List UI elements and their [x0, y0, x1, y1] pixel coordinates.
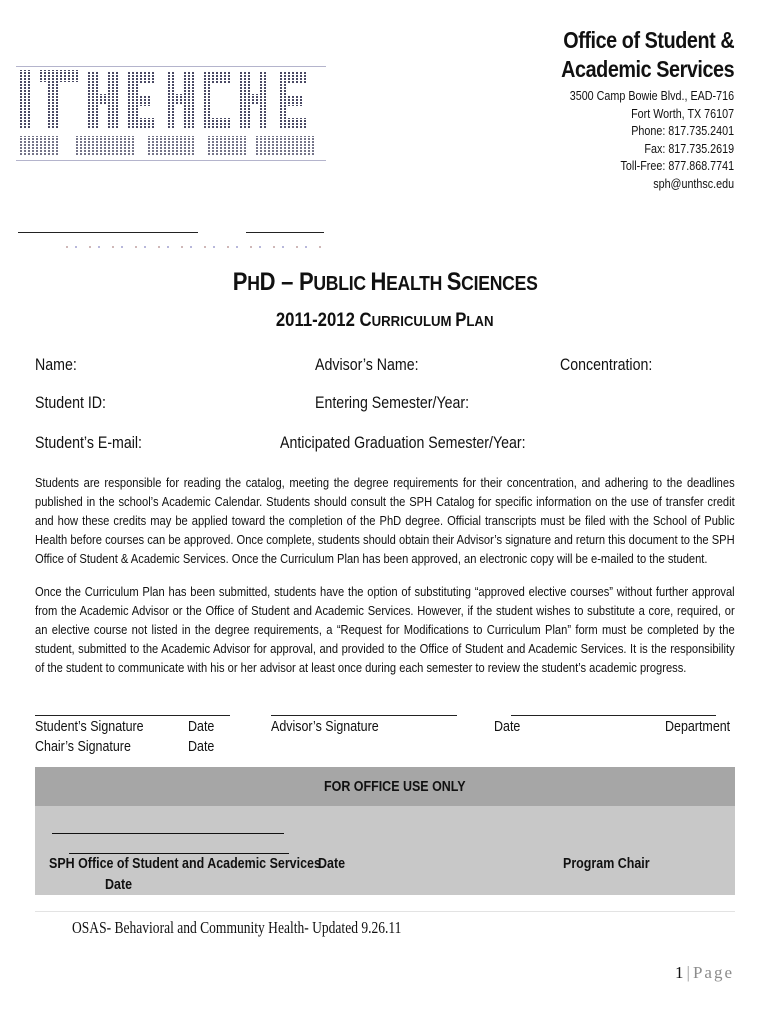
page-separator: | — [686, 963, 690, 982]
advisor-date-label: Date — [494, 719, 521, 735]
fax-number: Fax: 817.735.2619 — [644, 141, 734, 156]
student-id-label: Student ID: — [35, 394, 107, 412]
student-signature-label: Student’s Signature — [35, 719, 144, 735]
page-word: Page — [692, 963, 734, 982]
advisor-signature-line[interactable] — [271, 715, 457, 716]
tollfree-number: Toll-Free: 877.868.7741 — [620, 159, 734, 174]
office-date-label: Date — [318, 856, 346, 872]
name-label: Name: — [35, 356, 77, 374]
department-label: Department — [665, 719, 731, 735]
page-number — [675, 963, 734, 983]
chair-date-label: Date — [188, 739, 215, 755]
instructions-paragraph-1: Students are responsible for reading the catalog, meeting the degree requirements for their concentration, and adhering to the deadlines published in the school’s Academic Calendar. Students should consult the SPH Catalog for specific information on the use of transfer credit and how these credits may be applied toward the completion of the PhD degree. Official transcripts must be filed with the School of Public Health before courses can be approved. Once complete, students should obtain their Advisor’s signature and return this document to the SPH Office of Student & Academic Services. Once the Curriculum Plan has been approved, an electronic copy will be e-mailed to the student. — [35, 475, 735, 566]
student-date-label: Date — [188, 719, 215, 735]
header-rule-right — [246, 232, 324, 233]
instructions-paragraph-2: Once the Curriculum Plan has been submitted, students have the option of substituting “approved elective courses” without further approval from the Academic Advisor or the Office of Student and Academic Services. However, if the student wishes to substitute a core, required, or an elective course not listed in the degree requirements, a “Request for Modifications to Curriculum Plan” form must be completed by the student, submitted to the Academic Advisor for approval, and provided to the Office of Student and Academic Services. It is the responsibility of the student to communicate with his or her advisor at least once during each semester to review the student’s academic progress. — [35, 584, 735, 675]
advisor-signature-label: Advisor’s Signature — [271, 719, 379, 735]
program-chair-label: Program Chair — [563, 856, 650, 872]
footer-divider — [35, 911, 735, 912]
sph-office-label: SPH Office of Student and Academic Services — [49, 856, 321, 872]
chair-signature-label: Chair’s Signature — [35, 739, 131, 755]
office-signature-line[interactable] — [52, 833, 284, 834]
page-title: PHD – PUBLIC HEALTH SCIENCES — [232, 268, 538, 296]
concentration-label: Concentration: — [560, 356, 653, 374]
office-name — [561, 26, 734, 84]
department-signature-line[interactable] — [511, 715, 716, 716]
city-address: Fort Worth, TX 76107 — [631, 106, 734, 121]
scan-artifact — [66, 246, 324, 248]
contact-email: sph@unthsc.edu — [653, 176, 734, 191]
office-contact — [570, 88, 734, 194]
header-rule-left — [18, 232, 198, 233]
entering-semester-label: Entering Semester/Year: — [315, 394, 470, 412]
student-email-label: Student’s E-mail: — [35, 434, 143, 452]
footer-text: OSAS- Behavioral and Community Health- Updated 9.26.11 — [72, 918, 402, 937]
office-name-line1: Office of Student & — [563, 27, 734, 53]
graduation-semester-label: Anticipated Graduation Semester/Year: — [280, 434, 526, 452]
office-signature-line-2[interactable] — [69, 853, 289, 854]
phone-number: Phone: 817.735.2401 — [631, 124, 734, 139]
university-logo — [16, 66, 326, 162]
office-date-label-2: Date — [105, 877, 133, 893]
office-use-box — [35, 767, 735, 895]
street-address: 3500 Camp Bowie Blvd., EAD-716 — [569, 89, 734, 103]
office-use-heading: FOR OFFICE USE ONLY — [324, 779, 466, 795]
office-name-line2: Academic Services — [560, 56, 734, 82]
advisor-name-label: Advisor’s Name: — [315, 356, 419, 374]
page-number-value: 1 — [675, 963, 684, 982]
page-subtitle: 2011-2012 CURRICULUM PLAN — [276, 310, 494, 331]
student-signature-line[interactable] — [35, 715, 230, 716]
